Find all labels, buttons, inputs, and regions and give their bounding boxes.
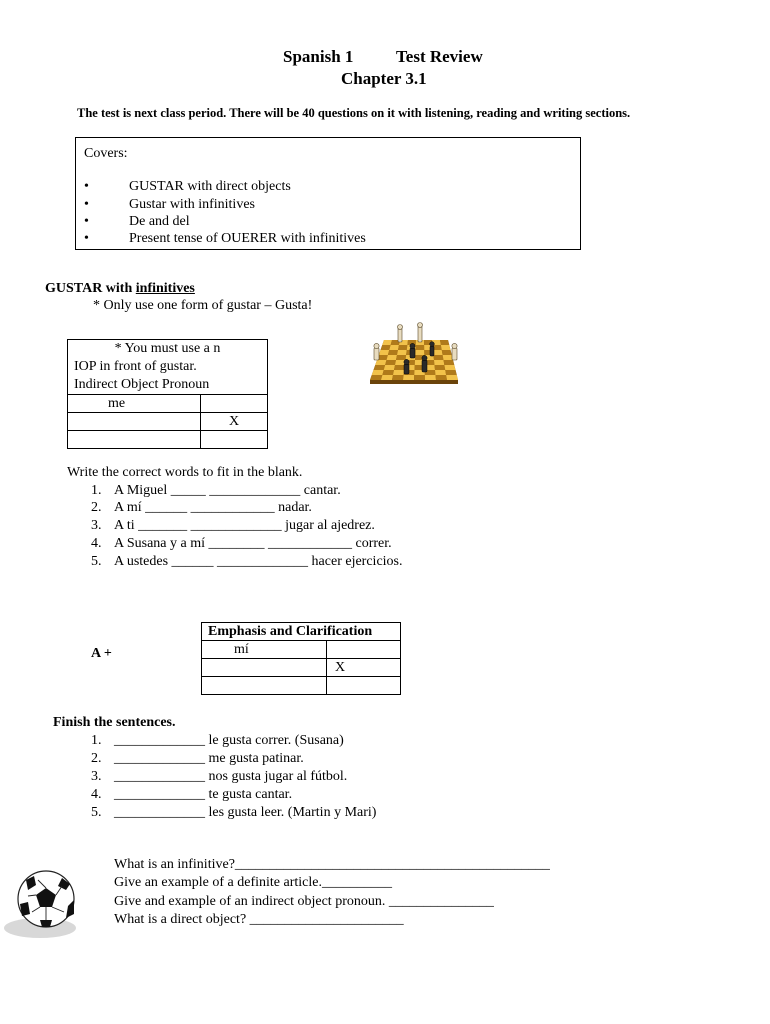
- chess-square: [434, 355, 444, 360]
- chess-square: [382, 340, 392, 345]
- chess-square: [374, 365, 386, 370]
- covers-item-label: Gustar with infinitives: [129, 197, 255, 212]
- chess-square: [375, 360, 386, 365]
- chess-square: [397, 350, 407, 355]
- bullet: •: [84, 231, 89, 246]
- chess-square: [381, 375, 393, 380]
- chess-square: [396, 355, 406, 360]
- chess-square: [414, 375, 425, 380]
- iop-header-line: Indirect Object Pronoun: [74, 377, 210, 392]
- finish-item: [91, 733, 344, 749]
- finish-item: [91, 805, 376, 821]
- chess-square: [416, 345, 425, 350]
- chess-board-icon: [360, 320, 464, 386]
- covers-item: [84, 197, 255, 213]
- chess-square: [392, 375, 404, 380]
- gustar-heading: [45, 281, 195, 297]
- bullet: •: [84, 197, 89, 212]
- chess-square: [382, 370, 394, 375]
- chess-square: [444, 365, 455, 370]
- emphasis-table: [201, 622, 401, 695]
- blank-item: [91, 518, 375, 534]
- chess-square: [435, 370, 446, 375]
- item-number: 3.: [91, 518, 102, 533]
- question-line: What is a direct object? ______________________: [114, 912, 404, 927]
- chess-square: [446, 375, 458, 380]
- chess-square: [388, 350, 398, 355]
- finish-item: [91, 769, 347, 785]
- iop-cell: [201, 395, 268, 413]
- question-line: Give and example of an indirect object pronoun. _______________: [114, 894, 494, 909]
- chess-square: [370, 375, 382, 380]
- emphasis-cell: mí: [202, 641, 327, 659]
- item-text: _____________ les gusta leer. (Martin y Mari): [114, 805, 377, 820]
- blank-instruction: Write the correct words to fit in the blank.: [67, 465, 303, 480]
- chess-square: [387, 355, 398, 360]
- iop-header-line: * You must use a n: [114, 341, 221, 356]
- covers-item: [84, 179, 291, 195]
- item-number: 1.: [91, 483, 102, 498]
- item-text: A mí ______ ____________ nadar.: [114, 500, 312, 515]
- iop-cell: X: [201, 413, 268, 431]
- gustar-heading-plain: GUSTAR with: [45, 281, 136, 296]
- chess-square: [385, 360, 396, 365]
- finish-heading: Finish the sentences.: [53, 715, 176, 730]
- covers-item: [84, 214, 190, 230]
- header-chapter: Chapter 3.1: [341, 69, 427, 88]
- question-line: Give an example of a definite article.__________: [114, 875, 392, 890]
- item-text: _____________ te gusta cantar.: [114, 787, 293, 802]
- iop-cell: [68, 431, 201, 449]
- item-number: 1.: [91, 733, 102, 748]
- emphasis-cell: [327, 677, 401, 695]
- item-number: 3.: [91, 769, 102, 784]
- item-text: _____________ nos gusta jugar al fútbol.: [114, 769, 348, 784]
- item-text: A Miguel _____ _____________ cantar.: [114, 483, 341, 498]
- covers-title: Covers:: [84, 146, 128, 161]
- blank-item: [91, 483, 341, 499]
- bullet: •: [84, 214, 89, 229]
- chess-square: [384, 365, 395, 370]
- covers-item: [84, 231, 366, 247]
- chess-square: [433, 350, 443, 355]
- finish-item: [91, 751, 304, 767]
- gustar-note: * Only use one form of gustar – Gusta!: [93, 298, 313, 313]
- header-subject: Spanish 1: [283, 47, 354, 66]
- chess-square: [443, 355, 453, 360]
- chess-square: [435, 365, 446, 370]
- gustar-heading-underlined: infinitives: [135, 281, 195, 296]
- iop-table-header: [68, 340, 268, 395]
- chess-square: [393, 370, 404, 375]
- iop-cell: [201, 431, 268, 449]
- emphasis-header: Emphasis and Clarification: [202, 623, 401, 641]
- item-number: 5.: [91, 805, 102, 820]
- chess-square: [389, 345, 399, 350]
- item-number: 4.: [91, 787, 102, 802]
- iop-cell: [68, 413, 201, 431]
- emphasis-cell: X: [327, 659, 401, 677]
- blank-item: [91, 500, 312, 516]
- item-number: 5.: [91, 554, 102, 569]
- finish-item: [91, 787, 292, 803]
- iop-table: [67, 339, 268, 449]
- emphasis-cell: [202, 677, 327, 695]
- item-text: _____________ le gusta correr. (Susana): [114, 733, 344, 748]
- covers-item-label: Present tense of OUERER with infinitives: [129, 231, 366, 246]
- iop-header-line: IOP in front of gustar.: [74, 359, 197, 374]
- chess-square: [394, 365, 405, 370]
- item-text: A ustedes ______ _____________ hacer ejercicios.: [114, 554, 403, 569]
- chess-square: [381, 345, 391, 350]
- chess-square: [442, 350, 452, 355]
- bullet: •: [84, 179, 89, 194]
- iop-cell: me: [68, 395, 201, 413]
- chess-square: [445, 370, 457, 375]
- a-plus-label: A +: [91, 646, 112, 661]
- covers-item-label: GUSTAR with direct objects: [129, 179, 291, 194]
- blank-item: [91, 536, 392, 552]
- item-number: 2.: [91, 500, 102, 515]
- chess-square: [403, 375, 414, 380]
- chess-square: [441, 345, 451, 350]
- item-text: A ti _______ _____________ jugar al ajedrez.: [114, 518, 375, 533]
- item-number: 4.: [91, 536, 102, 551]
- chess-square: [436, 375, 448, 380]
- item-text: _____________ me gusta patinar.: [114, 751, 304, 766]
- soccer-ball-icon: [2, 866, 78, 940]
- intro-text: The test is next class period. There will be 40 questions on it with listening, reading and writing sections.: [77, 106, 631, 120]
- emphasis-cell: [202, 659, 327, 677]
- chess-square: [444, 360, 455, 365]
- chess-square: [372, 370, 384, 375]
- chess-square: [415, 350, 424, 355]
- covers-item-label: De and del: [129, 214, 190, 229]
- blank-item: [91, 554, 403, 570]
- chess-square: [425, 375, 436, 380]
- item-number: 2.: [91, 751, 102, 766]
- item-text: A Susana y a mí ________ ____________ correr.: [114, 536, 392, 551]
- chess-square: [440, 340, 449, 345]
- chess-square: [398, 345, 407, 350]
- question-line: What is an infinitive?_____________________________________________: [114, 857, 550, 872]
- chess-square: [379, 350, 390, 355]
- emphasis-cell: [327, 641, 401, 659]
- chess-square: [434, 360, 444, 365]
- header-doc-type: Test Review: [396, 47, 483, 66]
